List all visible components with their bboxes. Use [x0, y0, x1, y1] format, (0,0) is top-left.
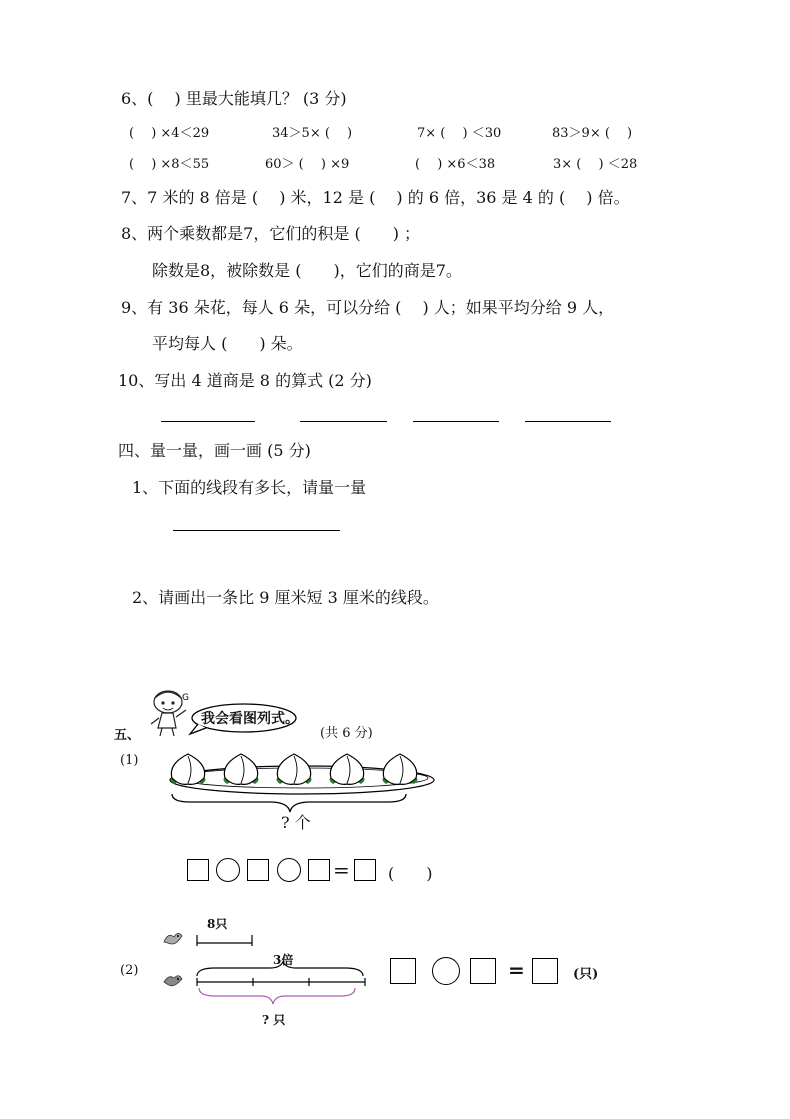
bird-icon	[162, 928, 184, 950]
q9-line1: 9、有 36 朵花，每人 6 朵，可以分给 ( ) 人；如果平均分给 9 人，	[121, 298, 615, 317]
q8-line1: 8、两个乘数都是7，它们的积是 ( ) ；	[121, 224, 421, 243]
answer-box[interactable]	[354, 859, 376, 881]
answer-blank-1[interactable]	[161, 421, 255, 422]
answer-box[interactable]	[187, 859, 209, 881]
unit-label: (只)	[573, 967, 599, 982]
problem2-label: (2)	[120, 963, 139, 978]
top-segment-label: 8只	[207, 917, 228, 931]
peach-icon	[382, 754, 417, 784]
bottom-brace-label: ? 只	[262, 1013, 286, 1027]
q6-title: 6、( ) 里最大能填几？ (3 分)	[121, 89, 347, 108]
answer-box[interactable]	[390, 958, 416, 984]
mid-brace-label: 3倍	[273, 953, 294, 967]
cartoon-character-icon	[146, 688, 190, 738]
peach-plate-illustration	[166, 750, 436, 795]
q10-text: 10、写出 4 道商是 8 的算式 (2 分)	[118, 371, 372, 390]
q6-item: 34＞5× ( )	[272, 126, 353, 141]
operator-circle[interactable]	[216, 858, 240, 882]
q6-item: 60＞ ( ) ×9	[265, 157, 350, 172]
operator-circle[interactable]	[277, 858, 301, 882]
q6-item: ( ) ×6＜38	[415, 157, 496, 172]
section4-item1: 1、下面的线段有多长，请量一量	[132, 478, 367, 497]
answer-blank-4[interactable]	[525, 421, 611, 422]
peach-icon	[276, 754, 311, 784]
top-segment	[196, 933, 256, 947]
answer-box[interactable]	[470, 958, 496, 984]
operator-circle[interactable]	[432, 957, 460, 985]
unit-paren: ( )	[388, 864, 433, 883]
section4-title: 四、量一量，画一画 (5 分)	[118, 441, 311, 460]
bird-icon	[162, 970, 184, 992]
problem1-label: (1)	[120, 753, 139, 768]
equals-sign: =	[508, 958, 525, 982]
q6-item: 83＞9× ( )	[552, 126, 633, 141]
q6-item: ( ) ×4＜29	[129, 126, 210, 141]
answer-box[interactable]	[308, 859, 330, 881]
peach-icon	[329, 754, 364, 784]
peach-icon	[170, 754, 205, 784]
q8-line2: 除数是8，被除数是 ( )，它们的商是7。	[152, 261, 462, 280]
q6-item: 7× ( ) ＜30	[417, 126, 502, 141]
q7-text: 7、7 米的 8 倍是 ( ) 米，12 是 ( ) 的 6 倍，36 是 4 的 ( ) 倍。	[121, 188, 630, 207]
svg-text:G: G	[182, 693, 189, 703]
q6-item: ( ) ×8＜55	[129, 157, 210, 172]
answer-box[interactable]	[532, 958, 558, 984]
brace-label: ? 个	[281, 813, 311, 832]
speech-bubble-text: 我会看图列式。	[201, 711, 299, 727]
section5-score: (共 6 分)	[320, 726, 373, 741]
q6-item: 3× ( ) ＜28	[553, 157, 638, 172]
peach-icon	[223, 754, 258, 784]
bottom-segment	[195, 960, 370, 1010]
answer-blank-3[interactable]	[413, 421, 499, 422]
measure-segment	[173, 530, 340, 531]
equals-sign: =	[333, 858, 350, 882]
answer-blank-2[interactable]	[300, 421, 387, 422]
answer-box[interactable]	[247, 859, 269, 881]
section4-item2: 2、请画出一条比 9 厘米短 3 厘米的线段。	[132, 588, 439, 607]
q9-line2: 平均每人 ( ) 朵。	[152, 334, 303, 353]
section5-label: 五、	[114, 728, 141, 743]
